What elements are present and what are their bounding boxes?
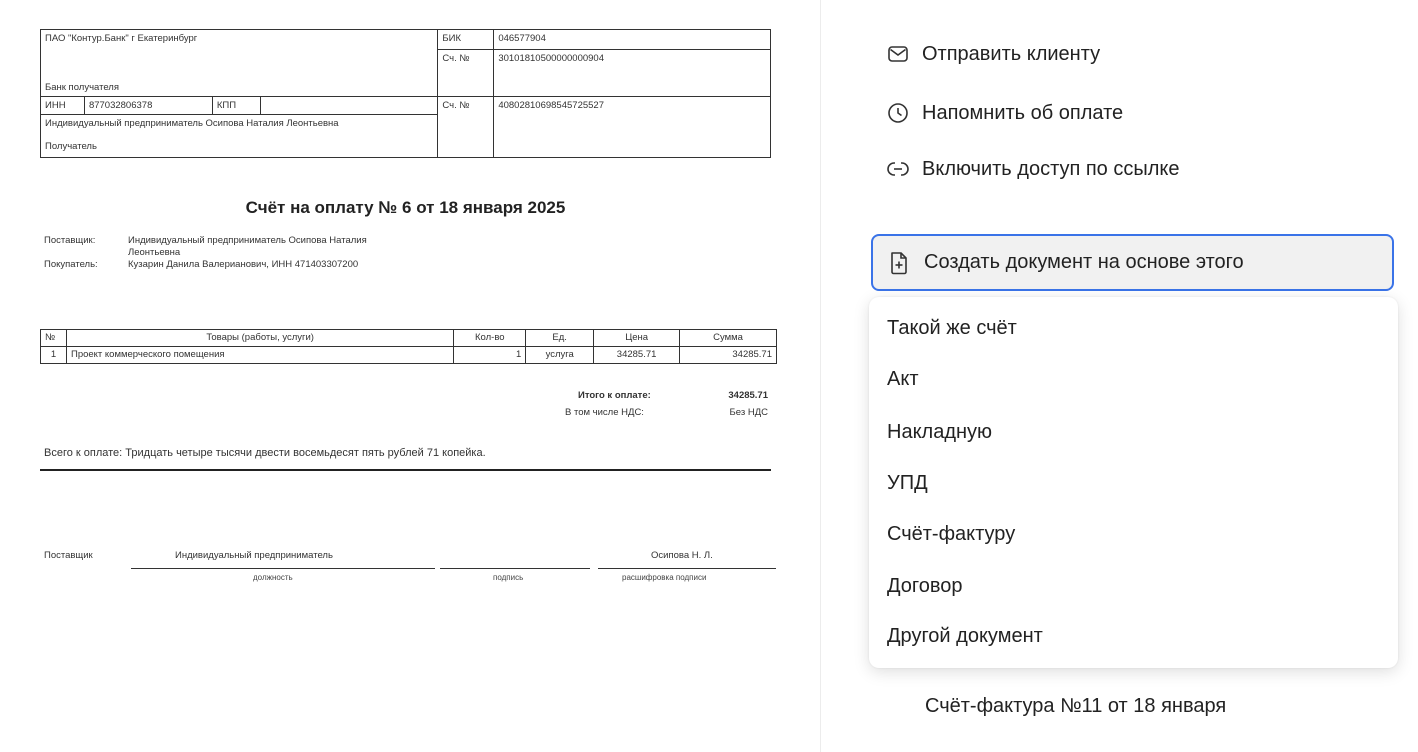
signature-supplier-label: Поставщик [44, 550, 93, 561]
document-plus-icon [888, 251, 912, 275]
caption-signature: подпись [493, 573, 524, 582]
enable-link-access-label: Включить доступ по ссылке [922, 157, 1180, 180]
item-qty: 1 [454, 347, 526, 364]
bank-caption: Банк получателя [45, 82, 119, 93]
create-document-dropdown [869, 297, 1398, 668]
buyer-name: Кузарин Данила Валерианович, ИНН 471403307200 [128, 259, 359, 270]
col-header-qty: Кол-во [454, 330, 526, 347]
dropdown-item-other-document[interactable]: Другой документ [887, 625, 1043, 647]
buyer-label: Покупатель: [44, 259, 98, 270]
dropdown-item-same-invoice[interactable]: Такой же счёт [887, 317, 1017, 339]
signature-line-decode [598, 568, 776, 569]
parties-block [44, 235, 468, 271]
bank-name: ПАО "Контур.Банк" г Екатеринбург [45, 33, 198, 44]
account-label: Сч. № [438, 97, 494, 158]
bank-name-cell [41, 30, 438, 97]
table-row [41, 347, 777, 364]
signature-position: Индивидуальный предприниматель [175, 550, 333, 561]
remind-payment-button[interactable] [886, 101, 1123, 125]
col-header-number: № [41, 330, 67, 347]
supplier-name-line1: Индивидуальный предприниматель Осипова Наталия [128, 235, 367, 246]
mail-icon [886, 42, 910, 66]
col-header-goods: Товары (работы, услуги) [66, 330, 453, 347]
send-to-client-button[interactable] [886, 42, 1100, 66]
remind-payment-label: Напомнить об оплате [922, 101, 1124, 124]
caption-decode: расшифровка подписи [622, 573, 707, 582]
col-header-sum: Сумма [680, 330, 777, 347]
inn-value: 877032806378 [84, 97, 212, 115]
divider [40, 469, 771, 471]
total-value: 34285.71 [728, 390, 768, 401]
col-header-price: Цена [594, 330, 680, 347]
signature-line-sign [440, 568, 590, 569]
account-value: 40802810698545725527 [494, 97, 771, 158]
kpp-value [260, 97, 438, 115]
recipient-name: Индивидуальный предприниматель Осипова Наталия Леонтьевна [45, 118, 339, 129]
create-document-button[interactable] [871, 234, 1394, 291]
items-header-row [41, 330, 777, 347]
create-document-label: Создать документ на основе этого [924, 251, 1244, 273]
item-unit: услуга [526, 347, 594, 364]
recipient-caption: Получатель [45, 141, 97, 152]
invoice-title: Счёт на оплату № 6 от 18 января 2025 [245, 198, 566, 217]
dropdown-item-invoice-facture[interactable]: Счёт-фактуру [887, 523, 1016, 545]
enable-link-access-button[interactable] [886, 157, 1180, 181]
vat-value: Без НДС [729, 407, 768, 418]
clock-icon [886, 101, 910, 125]
item-number: 1 [41, 347, 67, 364]
bik-label: БИК [438, 30, 494, 50]
bank-details-table [40, 29, 771, 158]
recipient-cell [41, 115, 438, 158]
total-label: Итого к оплате: [578, 390, 651, 401]
item-sum: 34285.71 [680, 347, 777, 364]
item-name: Проект коммерческого помещения [66, 347, 453, 364]
send-to-client-label: Отправить клиенту [922, 42, 1101, 65]
kpp-label: КПП [212, 97, 260, 115]
total-in-words: Всего к оплате: Тридцать четыре тысячи двести восемьдесят пять рублей 71 копейка. [44, 447, 486, 459]
caption-position: должность [253, 573, 293, 582]
items-table [40, 329, 777, 364]
supplier-label: Поставщик: [44, 235, 96, 246]
dropdown-item-contract[interactable]: Договор [887, 575, 963, 597]
supplier-name-line2: Леонтьевна [128, 247, 181, 258]
item-price: 34285.71 [594, 347, 680, 364]
col-header-unit: Ед. [526, 330, 594, 347]
bik-value: 046577904 [494, 30, 771, 50]
vat-label: В том числе НДС: [565, 407, 644, 418]
inn-label: ИНН [41, 97, 85, 115]
signature-line-position [131, 568, 435, 569]
link-icon [886, 157, 910, 181]
signature-name: Осипова Н. Л. [651, 550, 713, 561]
dropdown-item-upd[interactable]: УПД [887, 472, 928, 494]
dropdown-item-waybill[interactable]: Накладную [887, 421, 993, 443]
corr-account-value: 30101810500000000904 [494, 50, 771, 97]
dropdown-item-act[interactable]: Акт [887, 368, 919, 390]
corr-account-label: Сч. № [438, 50, 494, 97]
related-document-link[interactable]: Счёт-фактура №11 от 18 января [925, 695, 1227, 717]
